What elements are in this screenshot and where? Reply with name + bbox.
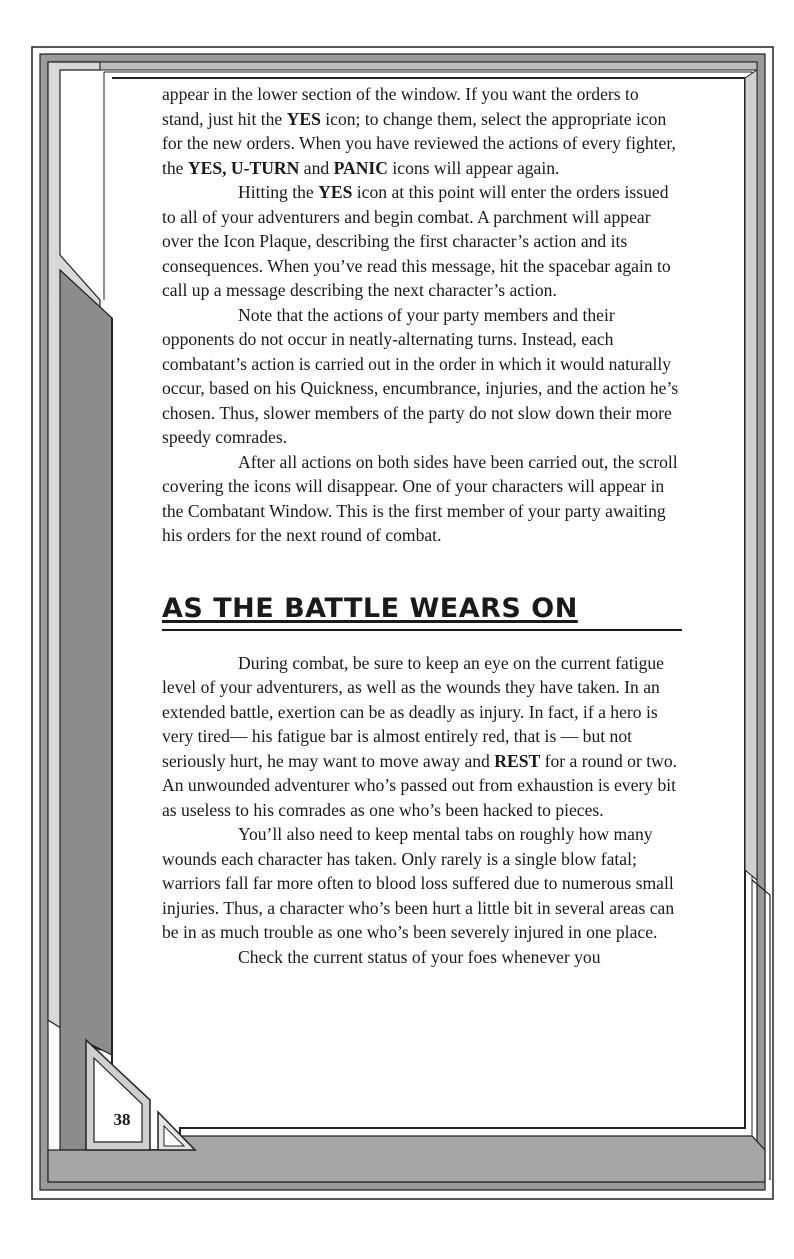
body-paragraph [162,303,682,450]
page-number: 38 [113,1110,131,1129]
body-text-column [162,82,682,969]
text-run: appear in the lower section of the window. If you want the orders to stand, just hit the [162,84,639,129]
text-run: icon at this point will enter the orders issued to all of your adventurers and begin combat. A parchment will appear over the Icon Plaque, describing the first character’s action and its consequences. When you’ve read this message, hit the spacebar again to call up a message describing the next character’s action. [162,182,671,300]
text-run: Check the current status of your foes whenever you [238,946,601,967]
paragraph-group-bottom [162,651,682,970]
frame-left-dark-panel [60,270,112,1150]
text-run: Hitting the [238,182,319,202]
bold-term: REST [494,750,541,771]
frame-top-band [100,62,757,70]
text-run: for a round or two. An unwounded adventurer who’s passed out from exhaustion is every bit as useless to his comrades as one who’s been hacked to pieces. [162,750,678,820]
body-paragraph [162,651,682,823]
body-paragraph [162,822,682,945]
bold-term: YES [318,182,353,202]
bold-term: PANIC [333,157,388,178]
body-paragraph [162,450,682,548]
paragraph-group-top [162,82,682,548]
frame-bottom-band [48,1136,765,1182]
bold-term: YES [286,108,321,129]
text-run: During combat, be sure to keep an eye on the current fatigue level of your adventurers, as well as the wounds they have taken. In an extended battle, exertion can be as deadly as injury. In fact, if a hero is very tired— his fatigue bar is almost entirely red, that is — but not seriously hurt, he may want to move away and [162,652,664,771]
text-run: icon; to change them, select the appropriate icon for the new orders. When you have reviewed the actions of every fighter, the [162,108,676,178]
text-run: and [299,157,334,178]
body-paragraph [162,82,682,180]
text-run: After all actions on both sides have been carried out, the scroll covering the icons will disappear. One of your characters will appear in the Combatant Window. This is the first member of your party awaiting his orders for the next round of combat. [162,451,678,545]
text-run: icons will appear again. [387,157,560,178]
bold-term: YES, U-TURN [187,157,300,178]
text-run: Note that the actions of your party members and their opponents do not occur in neatly-alternating turns. Instead, each combatant’s action is carried out in the order in which it would naturally occur, based on his Quickness, encumbrance, injuries, and the action he’s chosen. Thus, slower members of the party do not slow down their more speedy comrades. [162,304,679,447]
body-paragraph [162,945,682,970]
section-heading: AS THE BATTLE WEARS ON [162,590,682,631]
body-paragraph [162,180,682,303]
text-run: You’ll also need to keep mental tabs on roughly how many wounds each character has taken. Only rarely is a single blow fatal; warriors fall far more often to blood loss suffered due to numerous small injuries. Thus, a character who’s been hurt a little bit in several areas can be in as much trouble as one who’s been severely injured in one place. [162,824,675,942]
frame-right-bevel [745,70,757,880]
